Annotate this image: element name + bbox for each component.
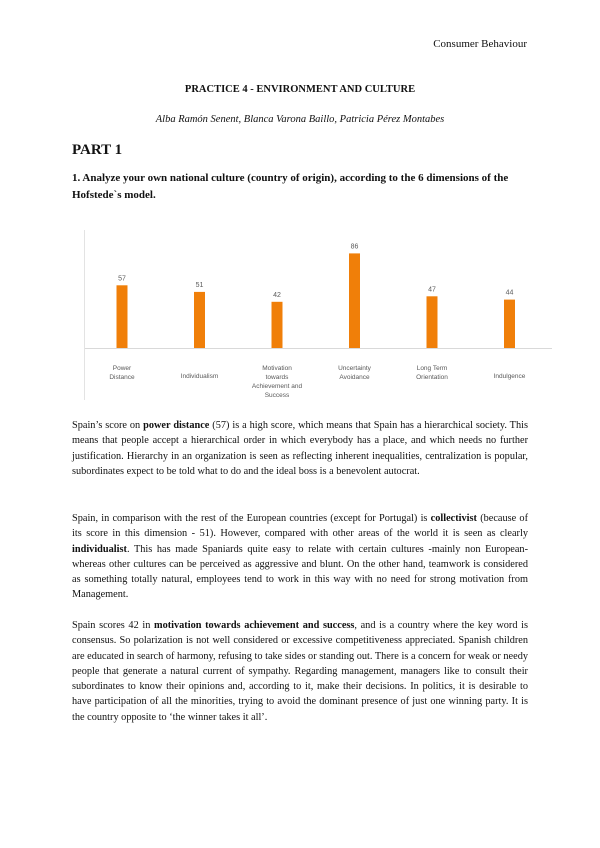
running-header: Consumer Behaviour [433,38,527,50]
x-tick-line: Motivation [262,365,292,372]
bar-2 [272,302,283,348]
document-title: PRACTICE 4 - ENVIRONMENT AND CULTURE [184,84,416,95]
emphasis-term: motivation towards achievement and success [154,620,355,631]
x-tick-line: towards [265,374,289,381]
text-run: Spain’s score on [72,420,144,431]
x-tick-label-1 [181,373,219,380]
data-label-2: 42 [273,291,281,299]
data-label-1: 51 [195,281,204,289]
x-tick-line: Achievement and [251,383,303,390]
emphasis-term: collectivist [430,513,477,524]
x-tick-line: Distance [109,374,135,381]
x-tick-label-4 [416,365,448,381]
paragraph-power-distance [72,418,528,479]
data-label-5: 44 [505,289,514,297]
data-label-3: 86 [350,243,359,251]
text-run: (because of its score in this dimension - 51). However, compared with other areas of the world it is seen as clearly [72,513,528,540]
part-heading: PART 1 [72,142,123,158]
text-run: . This has made Spaniards quite easy to relate with certain cultures -mainly non European- whereas other cultures can be perceived as aggressive and blunt. On the other hand, teamwork is considered as something totally natural, employees tend to work in this way with no need for strong motivation from Management. [72,543,528,601]
x-tick-line: Uncertainty [338,365,371,372]
x-tick-line: Success [264,392,290,399]
x-tick-line: Power [112,365,132,372]
emphasis-term: power distance [143,420,210,431]
paragraph-individualism [72,511,528,603]
x-tick-line: Orientation [416,374,448,381]
bar-1 [194,292,205,348]
bar-0 [117,285,128,348]
x-tick-label-5 [494,373,526,380]
x-tick-line: Indulgence [493,373,526,380]
text-run: Spain, in comparison with the rest of the European countries (except for Portugal) is [72,513,431,524]
bar-3 [349,253,360,348]
emphasis-term: individualist [72,543,127,555]
x-tick-label-0 [109,365,135,381]
x-tick-label-3 [338,365,372,381]
paragraph-motivation [72,618,528,725]
data-label-0: 57 [118,275,126,283]
question-heading: 1. Analyze your own national culture (country of origin), according to the 6 dimensions of the Hofstede`s model. [72,172,509,201]
hofstede-bar-chart [84,230,552,400]
text-run: (57) is a high score, which means that Spain has a hierarchical society. This means that people accept a hierarchical order in which everybody has a place, and which needs no further justification. Hierarchy in an organization is seen as reflecting inherent inequalities, centralization is popular, subordinates expect to be told what to do and the ideal boss is a benevolent autocrat. [72,420,528,477]
x-tick-label-2 [252,365,303,399]
text-run: Spain scores 42 in [72,620,154,631]
data-label-4: 47 [428,286,436,294]
x-tick-line: Individualism [180,373,219,380]
x-tick-line: Long Term [416,365,448,372]
bar-5 [504,300,515,348]
x-tick-line: Avoidance [339,374,370,381]
bar-4 [427,296,438,348]
text-run: , and is a country where the key word is consensus. So polarization is not well considered or excessive competitiveness appreciated. Spanish children are educated in search of harmony, refusing to take sides or standing out. There is a concern for weak or needy people that generate a natural current of sympathy. Regarding management, managers like to consult their subordinates to know their opinions and, according to it, make their decisions. In politics, it is desirable to have participation of all the minorities, trying to avoid the dominant presence of just one winning party. It is the country opposite to ‘the winner takes it all’. [72,620,528,723]
authors-line: Alba Ramón Senent, Blanca Varona Baillo, Patricia Pérez Montabes [155,114,445,125]
